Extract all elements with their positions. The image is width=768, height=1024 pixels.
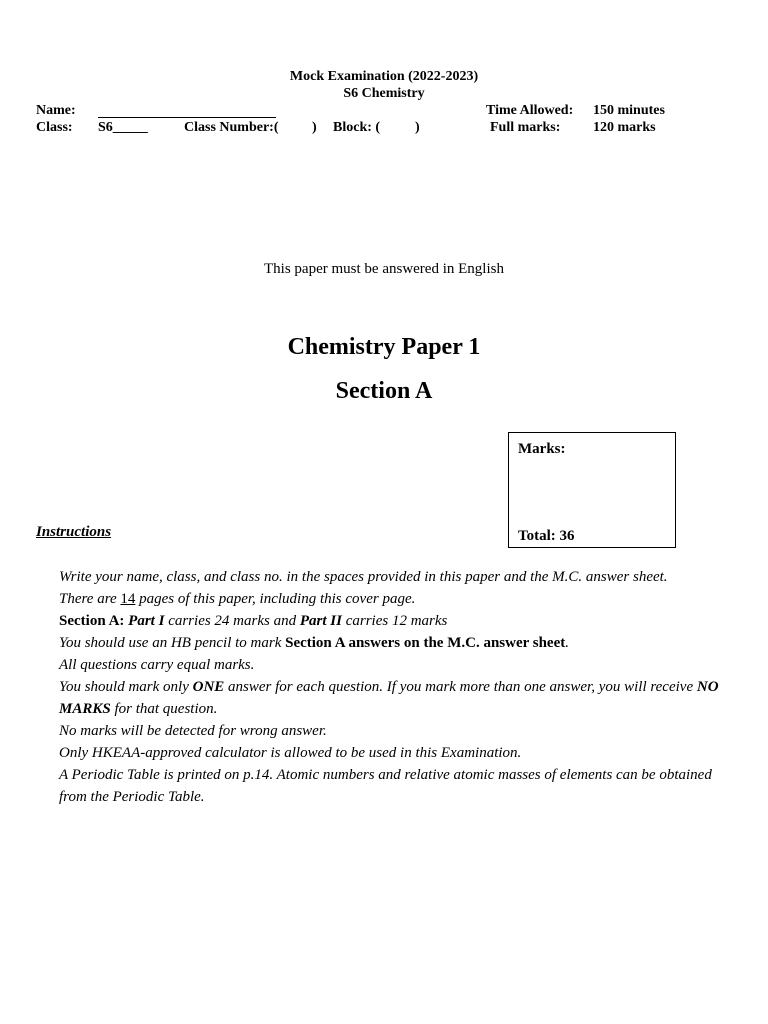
instruction-text: A Periodic Table is printed on p.14. Atomic numbers and relative atomic masses of elements can be obtained from the Periodic Table. — [59, 767, 712, 805]
instructions-heading: Instructions — [36, 524, 112, 540]
instruction-emphasis: Section A answers on the M.C. answer sheet — [285, 635, 566, 651]
instruction-text: pages of this paper, including this cover page. — [135, 591, 416, 607]
name-label: Name: — [36, 103, 76, 118]
instruction-item — [59, 610, 739, 632]
instruction-text: There are — [59, 591, 121, 607]
instruction-item — [59, 588, 739, 610]
instruction-text: You should mark only — [59, 679, 193, 695]
instruction-text: All questions carry equal marks. — [59, 657, 255, 673]
instruction-text: for that question. — [110, 701, 218, 717]
instruction-emphasis: ONE — [192, 679, 225, 695]
marks-box — [508, 432, 676, 548]
block-label: Block: ( — [333, 120, 381, 135]
instruction-text: No marks will be detected for wrong answer. — [59, 723, 327, 739]
full-marks-value: 120 marks — [593, 120, 656, 135]
instruction-text: carries 12 marks — [341, 613, 448, 629]
time-allowed-value: 150 minutes — [593, 103, 665, 118]
subject-title: S6 Chemistry — [343, 86, 425, 101]
language-note: This paper must be answered in English — [264, 261, 504, 277]
instruction-text: Only HKEAA-approved calculator is allowed to be used in this Examination. — [59, 745, 522, 761]
instruction-item — [59, 654, 739, 676]
page-count: 14 — [120, 591, 136, 607]
instruction-item — [59, 632, 739, 654]
instruction-item — [59, 676, 739, 720]
class-number-label: Class Number:( — [184, 120, 279, 135]
part-i-label: Part I — [128, 613, 165, 629]
paper-title: Chemistry Paper 1 — [287, 334, 481, 360]
section-a-label: Section A: — [59, 613, 129, 629]
block-close: ) — [415, 120, 420, 135]
total-marks-label: Total: 36 — [518, 528, 575, 544]
class-number-close: ) — [312, 120, 317, 135]
instruction-item — [59, 720, 739, 742]
instruction-item — [59, 764, 739, 808]
instruction-emphasis: NO MARKS — [59, 679, 719, 717]
class-value: S6_____ — [98, 120, 148, 135]
instruction-text: . — [565, 635, 569, 651]
time-allowed-label: Time Allowed: — [486, 103, 574, 118]
instruction-text: carries 24 marks and — [164, 613, 300, 629]
part-ii-label: Part II — [299, 613, 342, 629]
class-label: Class: — [36, 120, 73, 135]
exam-title: Mock Examination (2022-2023) — [289, 69, 479, 84]
instruction-item — [59, 742, 739, 764]
marks-label: Marks: — [518, 441, 566, 457]
section-title: Section A — [335, 378, 433, 404]
instruction-item — [59, 566, 739, 588]
instruction-text: answer for each question. If you mark more than one answer, you will receive — [224, 679, 697, 695]
instruction-text: You should use an HB pencil to mark — [59, 635, 286, 651]
instruction-text: Write your name, class, and class no. in the spaces provided in this paper and the M.C. answer sheet. — [59, 569, 668, 585]
full-marks-label: Full marks: — [490, 120, 561, 135]
name-blank-line — [98, 103, 276, 118]
instructions-list — [59, 566, 739, 808]
